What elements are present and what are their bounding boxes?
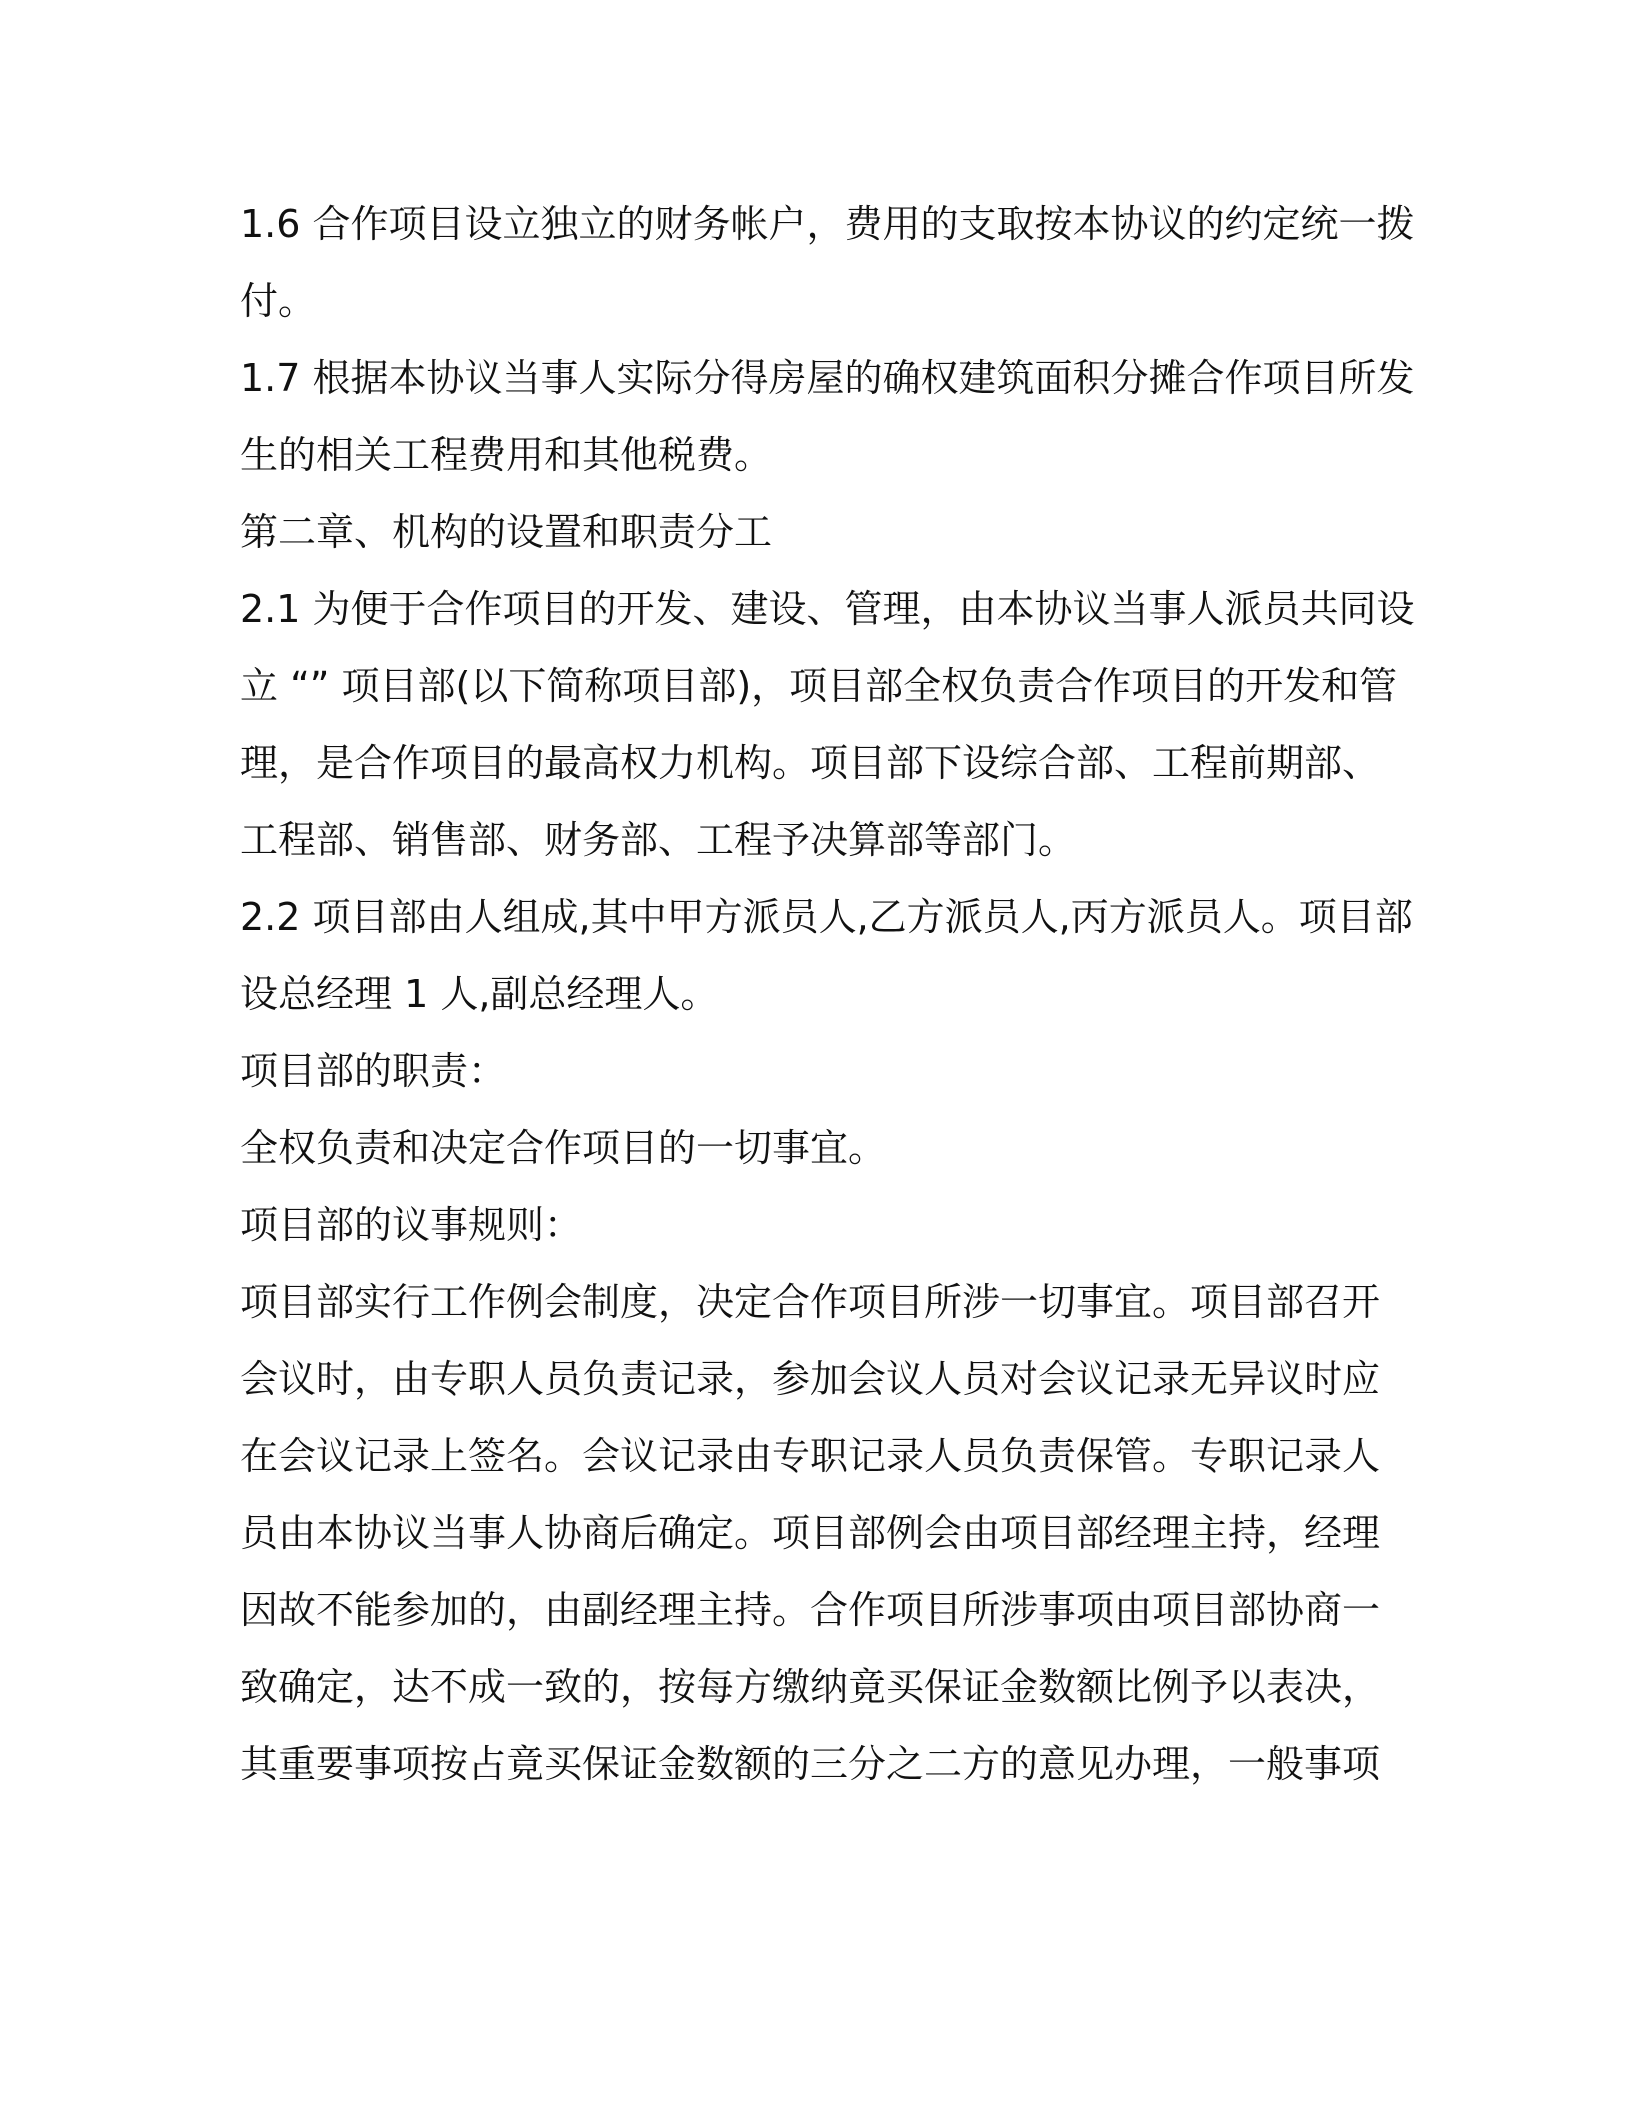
chapter-heading: 第二章、机构的设置和职责分工 <box>240 510 773 554</box>
text-line: 项目部实行工作例会制度，决定合作项目所涉一切事宜。项目部召开 <box>240 1280 1381 1324</box>
text-line: 项目部的职责： <box>240 1049 507 1093</box>
text-line: 1.6 合作项目设立独立的财务帐户，费用的支取按本协议的约定统一拨 <box>240 202 1415 246</box>
text-line: 立 “” 项目部(以下简称项目部)，项目部全权负责合作项目的开发和管 <box>240 664 1398 708</box>
text-line: 工程部、销售部、财务部、工程予决算部等部门。 <box>240 818 1077 862</box>
text-line: 员由本协议当事人协商后确定。项目部例会由项目部经理主持，经理 <box>240 1511 1381 1555</box>
text-line: 2.2 项目部由人组成,其中甲方派员人,乙方派员人,丙方派员人。项目部 <box>240 895 1413 939</box>
text-line: 因故不能参加的，由副经理主持。合作项目所涉事项由项目部协商一 <box>240 1588 1381 1632</box>
text-line: 其重要事项按占竟买保证金数额的三分之二方的意见办理，一般事项 <box>240 1742 1381 1786</box>
text-line: 设总经理 1 人,副总经理人。 <box>240 972 719 1016</box>
text-line: 致确定，达不成一致的，按每方缴纳竟买保证金数额比例予以表决， <box>240 1665 1381 1709</box>
text-line: 会议时，由专职人员负责记录，参加会议人员对会议记录无异议时应 <box>240 1357 1381 1401</box>
text-line: 2.1 为便于合作项目的开发、建设、管理，由本协议当事人派员共同设 <box>240 587 1415 631</box>
document-page <box>240 186 1415 1803</box>
text-line: 付。 <box>240 279 317 323</box>
text-line: 项目部的议事规则： <box>240 1203 583 1247</box>
text-line: 全权负责和决定合作项目的一切事宜。 <box>240 1126 887 1170</box>
text-line: 生的相关工程费用和其他税费。 <box>240 433 773 477</box>
text-line: 在会议记录上签名。会议记录由专职记录人员负责保管。专职记录人 <box>240 1434 1381 1478</box>
text-line: 1.7 根据本协议当事人实际分得房屋的确权建筑面积分摊合作项目所发 <box>240 356 1415 400</box>
text-line: 理，是合作项目的最高权力机构。项目部下设综合部、工程前期部、 <box>240 741 1381 785</box>
